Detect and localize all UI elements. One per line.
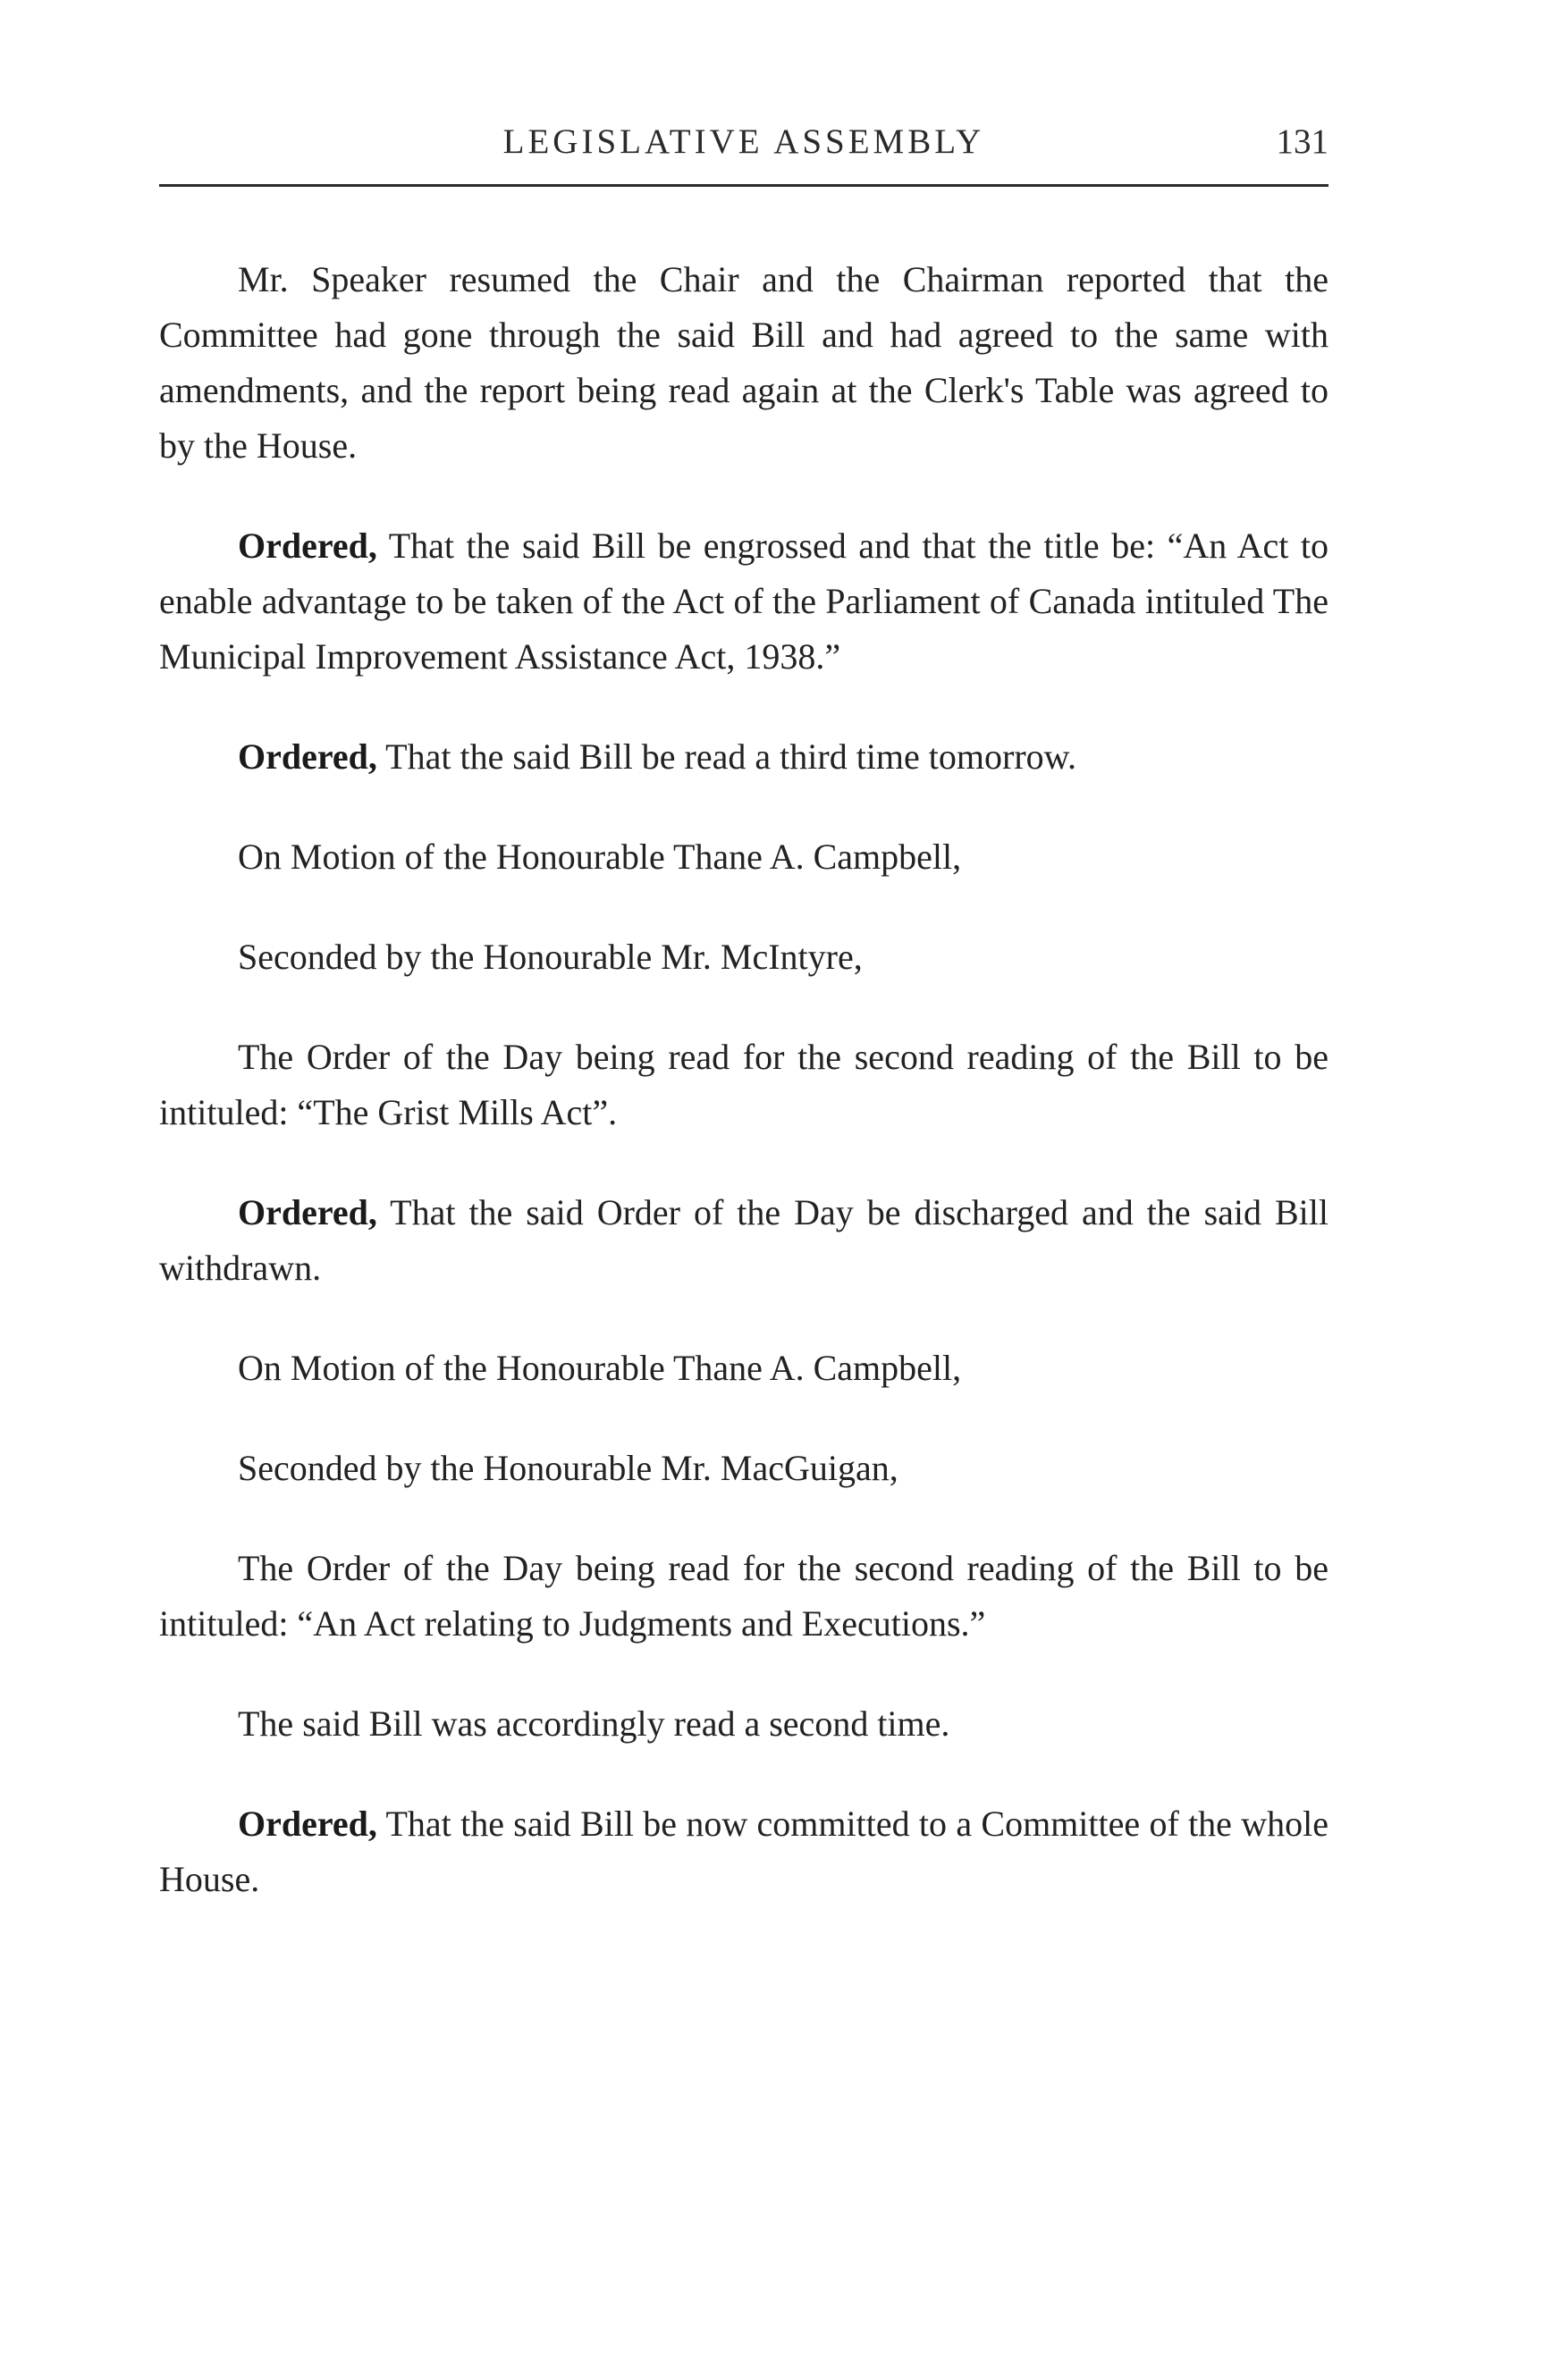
- paragraph-text: Mr. Speaker resumed the Chair and the Chairman reported that the Committee had gone through the said Bill and had agreed to the same with amendments, and the report being read again at the Clerk's Table was agreed to by the House.: [159, 259, 1328, 466]
- paragraph-text: That the said Bill be read a third time tomorrow.: [376, 736, 1076, 777]
- paragraph-seconded-mcintyre: [159, 929, 1328, 985]
- paragraph-grist-mills-reading: [159, 1030, 1328, 1140]
- paragraph-lead: Ordered,: [238, 1804, 377, 1844]
- paragraph-lead: Ordered,: [238, 736, 377, 777]
- paragraph-text: That the said Bill be now committed to a Committee of the whole House.: [159, 1804, 1328, 1899]
- paragraph-text: The said Bill was accordingly read a second time.: [238, 1703, 950, 1744]
- paragraph-text: That the said Order of the Day be discharged and the said Bill withdrawn.: [159, 1192, 1328, 1288]
- paragraph-judgments-reading: [159, 1541, 1328, 1652]
- paragraph-text: Seconded by the Honourable Mr. McIntyre,: [238, 937, 863, 977]
- paragraph-motion-campbell: [159, 829, 1328, 885]
- paragraph-text: That the said Bill be engrossed and that the title be: “An Act to enable advantage to be taken of the Act of the Parliament of Canada intituled The Municipal Improvement Assistance Act, 1938.”: [159, 526, 1328, 677]
- paragraph-text: The Order of the Day being read for the second reading of the Bill to be intituled: “An Act relating to Judgments and Executions.”: [159, 1548, 1328, 1644]
- page-number: 131: [1276, 122, 1328, 161]
- paragraph-order-committed: [159, 1796, 1328, 1907]
- header-rule: [159, 184, 1328, 187]
- paragraph-lead: Ordered,: [238, 1192, 377, 1232]
- paragraph-committee-report: [159, 252, 1328, 474]
- body-text: [159, 252, 1328, 1952]
- paragraph-order-third-reading: [159, 729, 1328, 785]
- paragraph-text: The Order of the Day being read for the second reading of the Bill to be intituled: “The Grist Mills Act”.: [159, 1037, 1328, 1132]
- paragraph-text: On Motion of the Honourable Thane A. Campbell,: [238, 837, 962, 877]
- paragraph-order-engrossed: [159, 518, 1328, 685]
- paragraph-second-time: [159, 1696, 1328, 1752]
- paragraph-motion-campbell-2: [159, 1341, 1328, 1396]
- paragraph-order-withdrawn: [159, 1185, 1328, 1296]
- paragraph-text: On Motion of the Honourable Thane A. Campbell,: [238, 1348, 962, 1388]
- page-header: [159, 122, 1328, 175]
- running-title: LEGISLATIVE ASSEMBLY: [502, 122, 985, 161]
- paragraph-lead: Ordered,: [238, 526, 377, 566]
- paragraph-text: Seconded by the Honourable Mr. MacGuigan,: [238, 1448, 898, 1488]
- paragraph-seconded-macguigan: [159, 1441, 1328, 1496]
